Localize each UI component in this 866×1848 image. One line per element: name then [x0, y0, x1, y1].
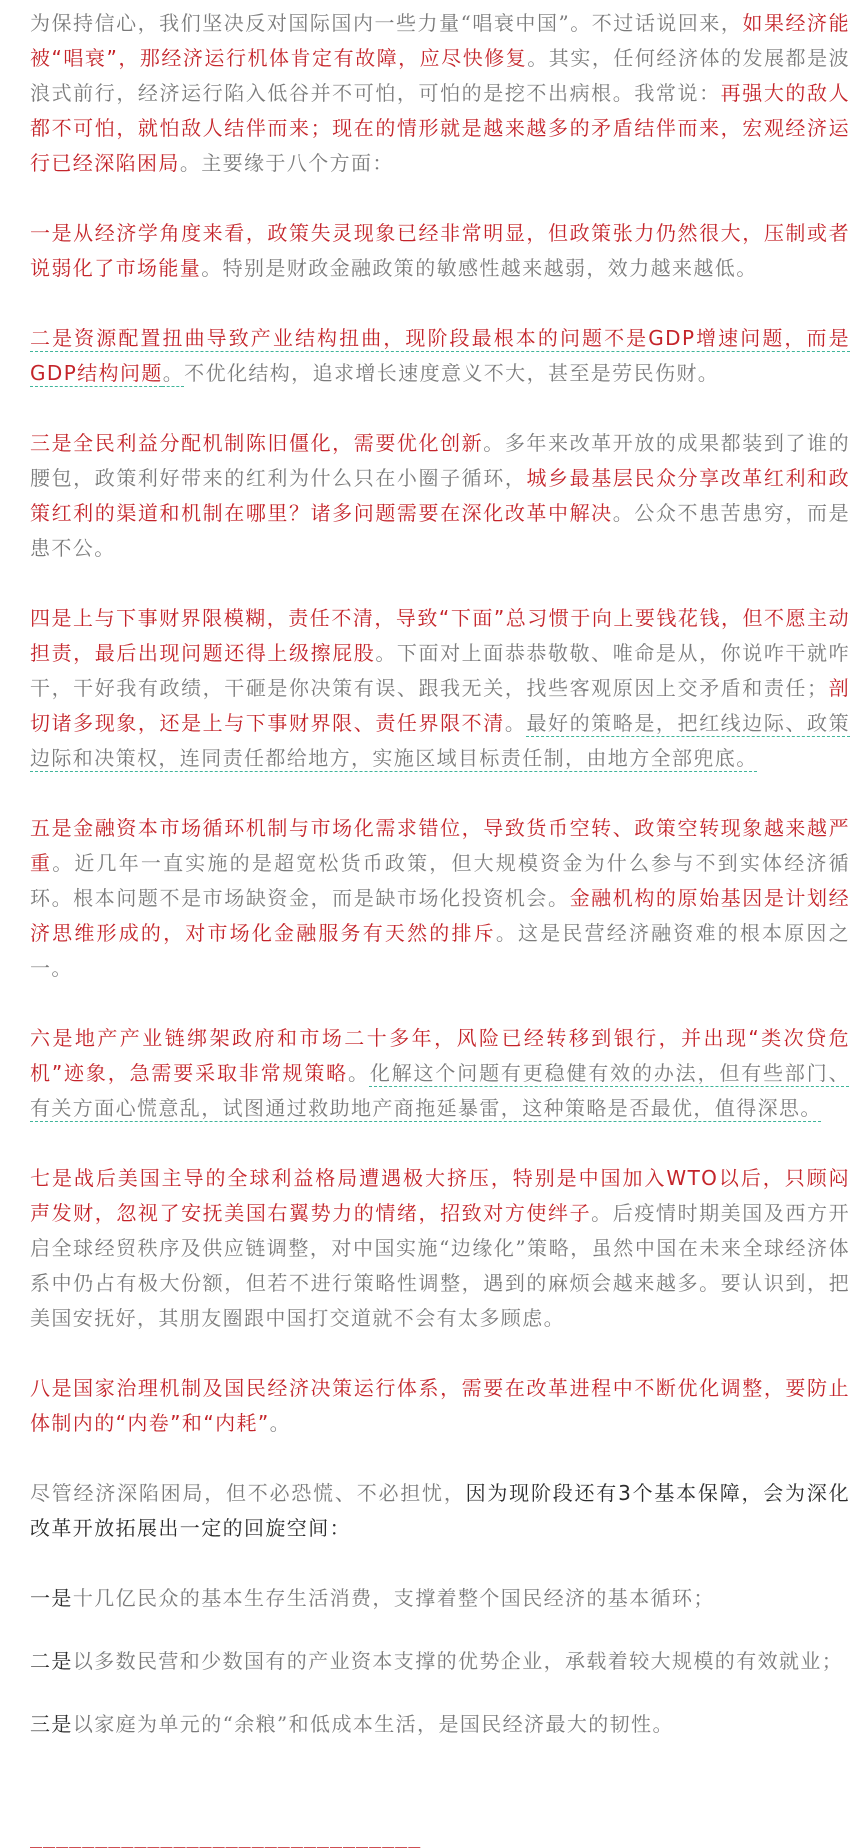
guarantees-intro-paragraph	[30, 1476, 850, 1546]
highlight-segment: 二是资源配置扭曲导致产业结构扭曲，现阶段最根本的问题不是GDP增速问题，而是GDP结构问题	[30, 326, 850, 385]
point-2-paragraph	[30, 321, 850, 391]
highlight-segment: 四是上与下事财界限模糊，责任不清，导致“下面”总习惯于向上要钱花钱，但不愿主动担责，最后出现问题还得上级擦屁股	[30, 606, 850, 665]
highlight-segment: 七是战后美国主导的全球利益格局遭遇极大挤压，特别是中国加入WTO以后，只顾闷声发财，忽视了安抚美国右翼势力的情绪，招致对方使绊子	[30, 1166, 850, 1225]
point-1-paragraph	[30, 216, 850, 286]
text-segment: 以多数民营和少数国有的产业资本支撑的优势企业，承载着较大规模的有效就业；	[72, 1649, 844, 1673]
guarantee-3-paragraph	[30, 1707, 850, 1742]
text-segment: 。下面对上面恭恭敬敬、唯命是从，你说咋干就咋干，干好我有政绩，干砸是你决策有误、跟我无关，找些客观原因上交矛盾和责任；	[30, 641, 850, 700]
highlight-segment: 五是金融资本市场循环机制与市场化需求错位，导致货币空转、政策空转现象越来越严重	[30, 816, 850, 875]
point-7-paragraph	[30, 1161, 850, 1336]
text-segment: 为保持信心，我们坚决反对国际国内一些力量“唱衰中国”。不过话说回来，	[30, 11, 743, 35]
emphasis-segment: 二是	[30, 1649, 73, 1673]
highlight-segment: 三是全民利益分配机制陈旧僵化，需要优化创新	[30, 431, 484, 455]
emphasis-segment: 三是	[30, 1712, 73, 1736]
text-segment: 。后疫情时期美国及西方开启全球经贸秩序及供应链调整，对中国实施“边缘化”策略，虽然中国在未来全球经济体系中仍占有极大份额，但若不进行策略性调整，遇到的麻烦会越来越多。要认识到，把美国安抚好，其朋友圈跟中国打交道就不会有太多顾虑。	[30, 1201, 850, 1330]
point-8-paragraph	[30, 1371, 850, 1441]
text-segment: 。特别是财政金融政策的敏感性越来越弱，效力越来越低。	[201, 256, 758, 280]
text-segment: 不优化结构，追求增长速度意义不大，甚至是劳民伤财。	[184, 361, 720, 385]
emphasis-segment: 因为现阶段还有3个基本保障，会为深化改革开放拓展出一定的回旋空间：	[30, 1481, 850, 1540]
text-segment: 。公众不患苦患穷，而是患不公。	[30, 501, 850, 560]
text-segment: 。	[269, 1411, 292, 1435]
text-segment: 。	[348, 1061, 370, 1085]
text-segment: 。	[162, 361, 185, 385]
highlight-segment: 金融机构的原始基因是计划经济思维形成的，对市场化金融服务有天然的排斥	[30, 886, 850, 945]
point-3-paragraph	[30, 426, 850, 566]
highlight-segment: 如果经济能被“唱衰”，那经济运行机体肯定有故障，应尽快修复	[30, 11, 850, 70]
text-segment: 化解这个问题有更稳健有效的办法，但有些部门、有关方面心慌意乱，试图通过救助地产商拖延暴雷，这种策略是否最优，值得深思。	[30, 1061, 850, 1120]
text-segment: 以家庭为单元的“余粮”和低成本生活，是国民经济最大的韧性。	[72, 1712, 674, 1736]
text-segment: 十几亿民众的基本生存生活消费，支撑着整个国民经济的基本循环；	[72, 1586, 715, 1610]
bottom-divider: ______________________________	[30, 1824, 422, 1848]
intro-paragraph	[30, 6, 850, 181]
highlight-segment: 六是地产产业链绑架政府和市场二十多年，风险已经转移到银行，并出现“类次贷危机”迹象，急需要采取非常规策略	[30, 1026, 850, 1085]
article-body	[30, 6, 850, 1770]
highlight-segment: 城乡最基层民众分享改革红利和政策红利的渠道和机制在哪里？诸多问题需要在深化改革中解决	[30, 466, 851, 525]
point-4-paragraph	[30, 601, 850, 776]
text-segment: 。多年来改革开放的成果都装到了谁的腰包，政策利好带来的红利为什么只在小圈子循环，	[30, 431, 850, 490]
guarantee-2-paragraph	[30, 1644, 850, 1679]
highlight-segment: 再强大的敌人都不可怕，就怕敌人结伴而来；现在的情形就是越来越多的矛盾结伴而来，宏观经济运行已经深陷困局	[30, 81, 850, 175]
highlight-segment: 八是国家治理机制及国民经济决策运行体系，需要在改革进程中不断优化调整，要防止体制内的“内卷”和“内耗”	[30, 1376, 850, 1435]
point-5-paragraph	[30, 811, 850, 986]
text-segment: 。这是民营经济融资难的根本原因之一。	[30, 921, 850, 980]
text-segment: 。主要缘于八个方面：	[179, 151, 394, 175]
guarantee-1-paragraph	[30, 1581, 850, 1616]
highlight-segment: 一是从经济学角度来看，政策失灵现象已经非常明显，但政策张力仍然很大，压制或者说弱化了市场能量	[30, 221, 850, 280]
highlight-segment: 剖切诸多现象，还是上与下事财界限、责任界限不清	[30, 676, 850, 735]
text-segment: 。近几年一直实施的是超宽松货币政策，但大规模资金为什么参与不到实体经济循环。根本问题不是市场缺资金，而是缺市场化投资机会。	[30, 851, 850, 910]
text-segment: 。其实，任何经济体的发展都是波浪式前行，经济运行陷入低谷并不可怕，可怕的是挖不出病根。我常说：	[30, 46, 851, 105]
point-6-paragraph	[30, 1021, 850, 1126]
text-segment: 。	[504, 711, 527, 735]
text-segment: 最好的策略是，把红线边际、政策边际和决策权，连同责任都给地方，实施区域目标责任制，由地方全部兜底。	[30, 711, 851, 770]
text-segment: 尽管经济深陷困局，但不必恐慌、不必担忧，	[30, 1481, 466, 1505]
emphasis-segment: 一是	[30, 1586, 73, 1610]
